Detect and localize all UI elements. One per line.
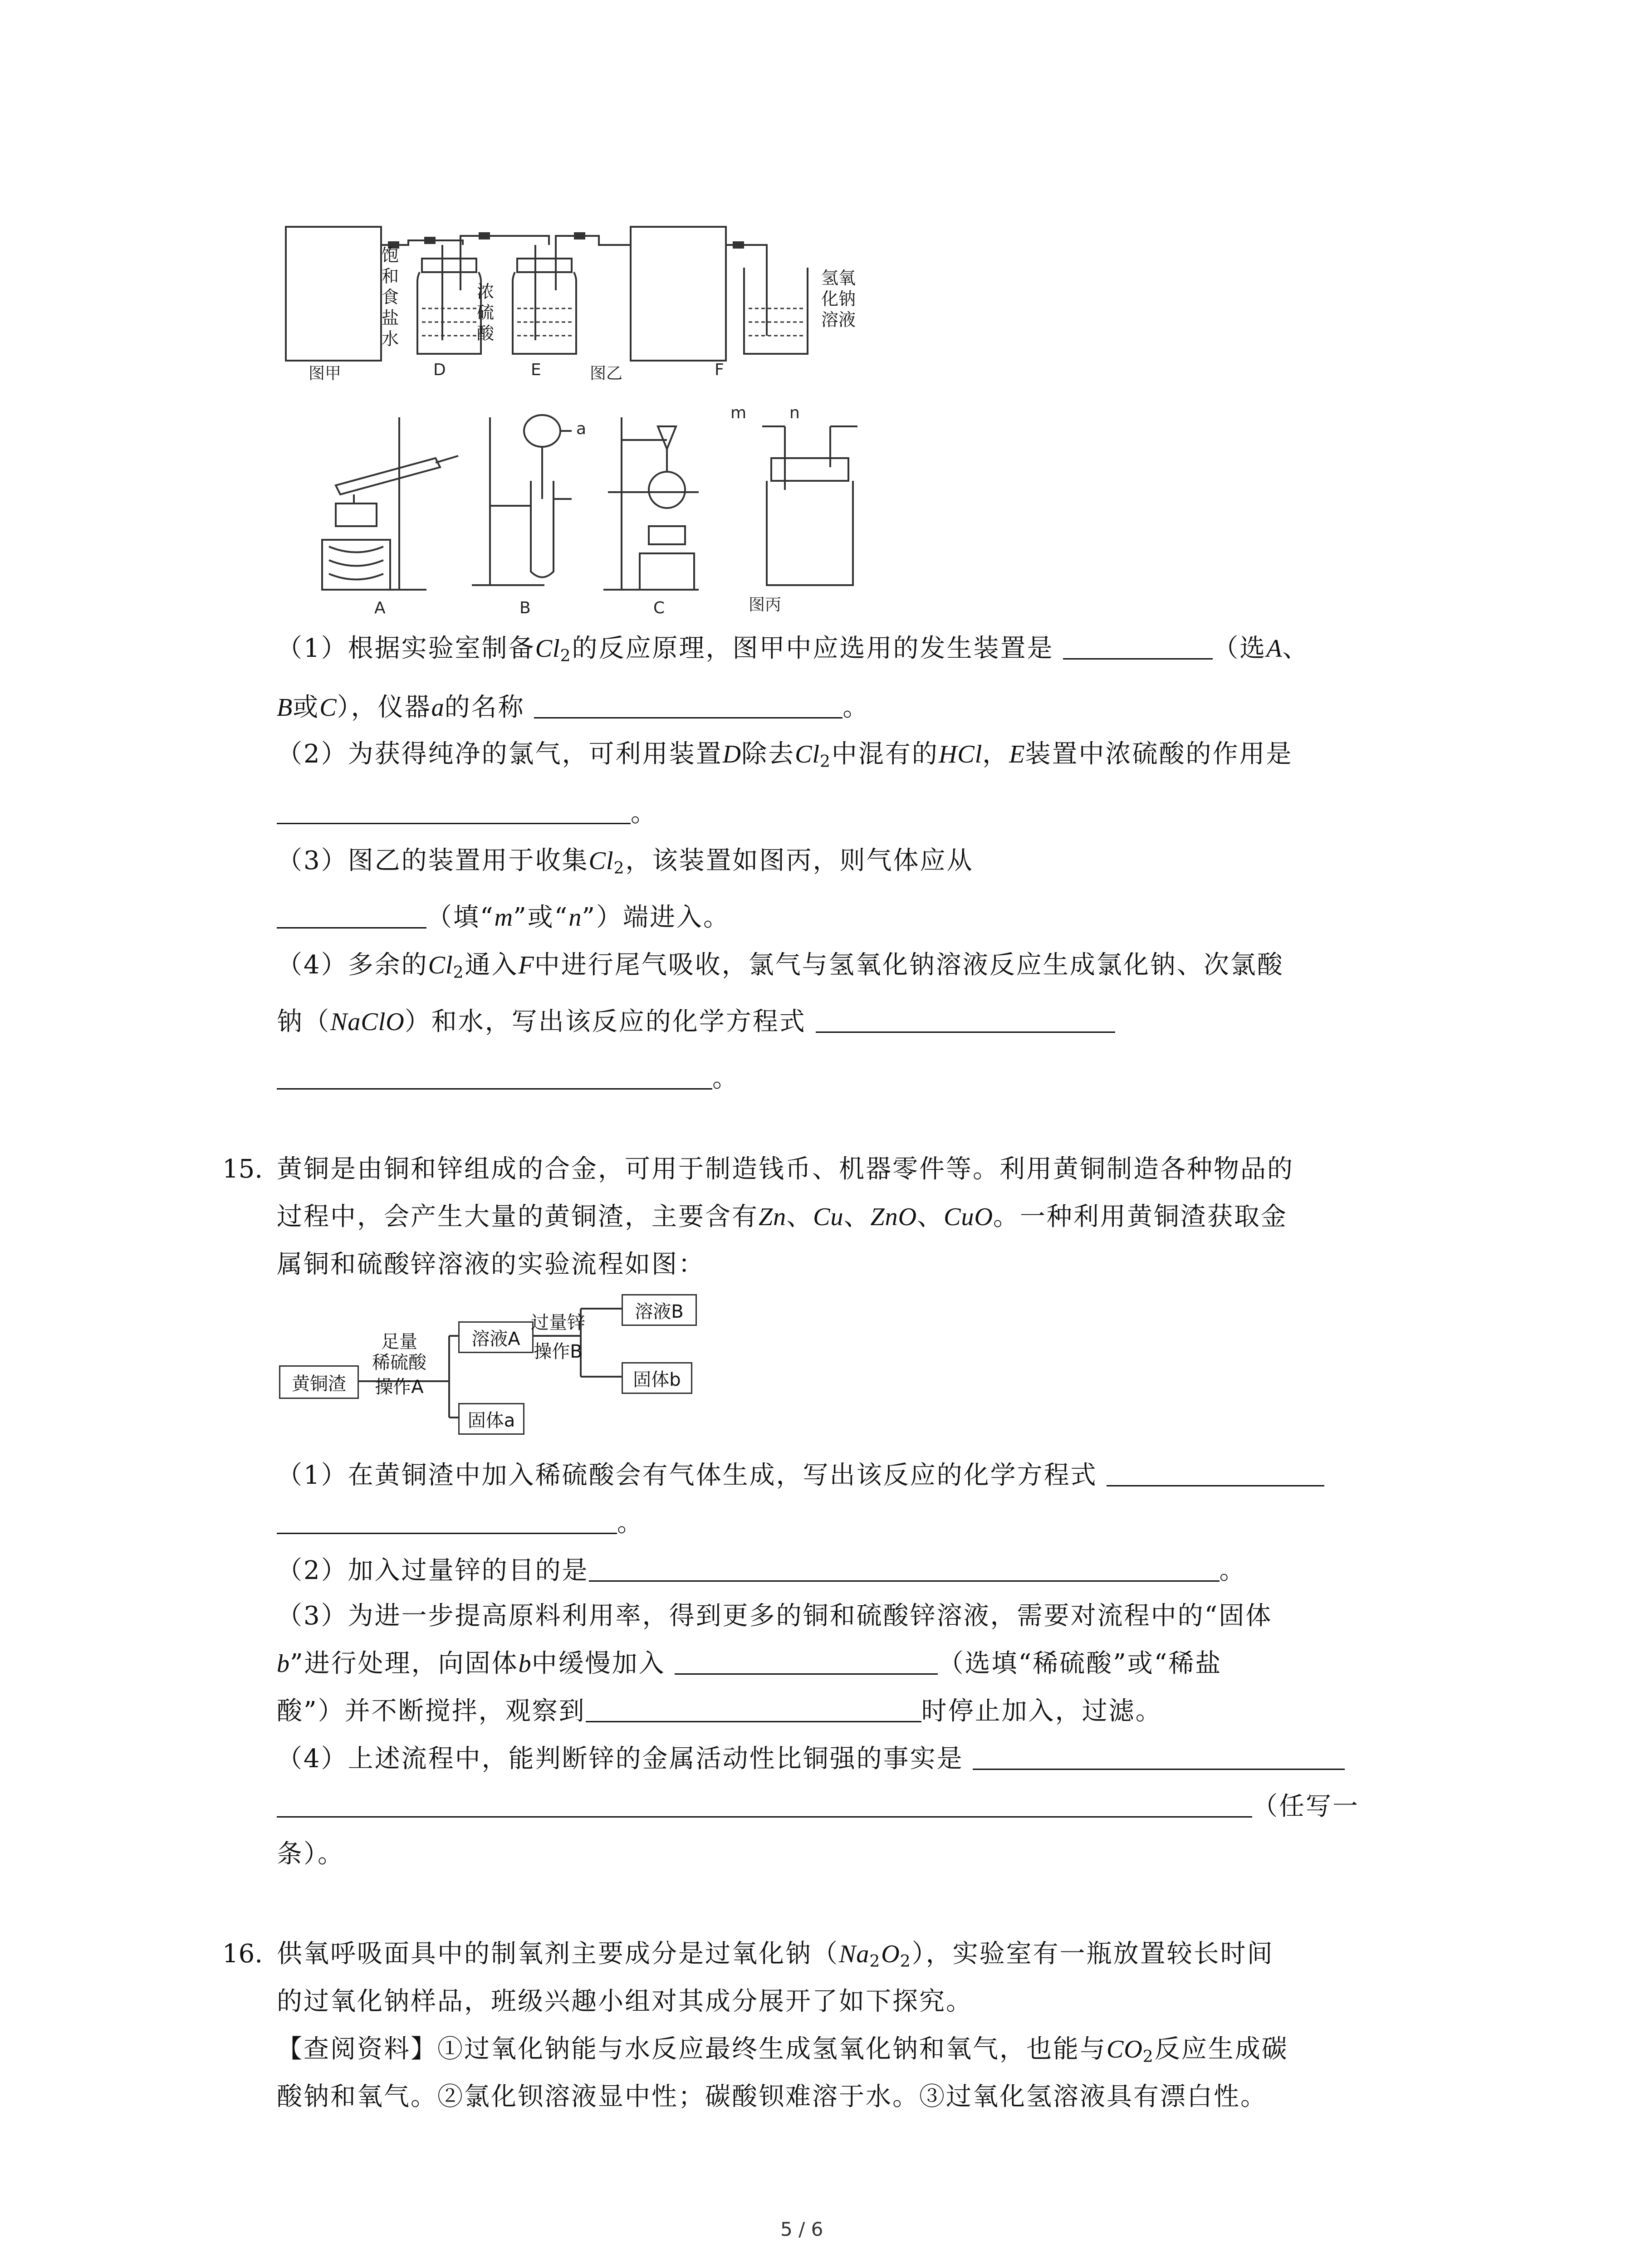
flow-reagent-2: 过量锌 操作B: [531, 1312, 585, 1362]
label-bing: 图丙: [749, 596, 782, 614]
q15-sub3-line1: （3）为进一步提高原料利用率，得到更多的铜和硫酸锌溶液，需要对流程中的“固体: [277, 1601, 1273, 1631]
label-a: A: [374, 599, 386, 617]
q15-answer-blank-6[interactable]: [973, 1742, 1345, 1770]
page-number: 5 / 6: [780, 2218, 823, 2240]
q14-answer-blank-1[interactable]: [1063, 632, 1213, 660]
label-jia: 图甲: [309, 364, 342, 383]
q15-line1: 黄铜是由铜和锌组成的合金，可用于制造钱币、机器零件等。利用黄铜制造各种物品的: [277, 1154, 1294, 1184]
flow-reagent-1: 足量 稀硫酸 操作A: [372, 1331, 426, 1398]
q14-line3: （2）为获得纯净的氯气，可利用装置D除去$Cl_2$中混有的HCl，E装置中浓硫酸的作用是: [277, 739, 1293, 771]
q15-number: 15.: [222, 1154, 263, 1184]
flow-solid-b: 固体b: [622, 1362, 692, 1394]
label-d: D: [433, 361, 446, 379]
label-yi: 图乙: [590, 364, 623, 383]
q14-line7: （4）多余的$Cl_2$通入F中进行尾气吸收，氯气与氢氧化钠溶液反应生成氯化钠、次氯酸: [277, 950, 1284, 982]
q15-sub1: （1）在黄铜渣中加入稀硫酸会有气体生成，写出该反应的化学方程式: [277, 1458, 1324, 1493]
q16-line4: 酸钠和氧气。②氯化钡溶液显中性；碳酸钡难溶于水。③过氧化氢溶液具有漂白性。: [277, 2082, 1267, 2112]
q15-answer-blank-3[interactable]: [589, 1554, 1220, 1582]
q14-answer-blank-5[interactable]: [816, 1005, 1115, 1033]
q14-line2: B或C），仪器a的名称 。: [277, 690, 869, 725]
q14-line6: （填“m”或“n”）端进入。: [277, 900, 730, 935]
q16-line1: 供氧呼吸面具中的制氧剂主要成分是过氧化钠$(Na_2O_2)$，实验室有一瓶放置较长时间: [277, 1939, 1274, 1971]
label-e: E: [531, 361, 541, 379]
label-c: C: [653, 599, 665, 617]
q15-answer-blank-1[interactable]: [1107, 1459, 1324, 1486]
q15-sub1-cont: 。: [277, 1506, 644, 1540]
q15-line2: 过程中，会产生大量的黄铜渣，主要含有Zn、Cu、ZnO、CuO。一种利用黄铜渣获取金: [277, 1202, 1288, 1232]
label-n: n: [789, 404, 800, 422]
label-instrument-a: a: [576, 420, 587, 438]
flow-brass-slag: 黄铜渣: [279, 1365, 359, 1399]
q14-line5: （3）图乙的装置用于收集$Cl_2$，该装置如图丙，则气体应从: [277, 846, 974, 878]
q16-line3: 【查阅资料】①过氧化钠能与水反应最终生成氢氧化钠和氧气，也能与$CO_2$反应生成碳: [277, 2034, 1288, 2066]
q14-line9: 。: [277, 1061, 739, 1096]
label-m: m: [730, 404, 747, 422]
q15-sub3-line2: b”进行处理，向固体b中缓慢加入 （选填“稀硫酸”或“稀盐: [277, 1647, 1222, 1681]
q16-line2: 的过氧化钠样品，班级兴趣小组对其成分展开了如下探究。: [277, 1987, 973, 2016]
q15-sub4-line2: （任写一: [277, 1789, 1359, 1824]
q14-line1: （1）根据实验室制备$Cl_2$的反应原理，图甲中应选用的发生装置是 （选A、: [277, 631, 1309, 666]
label-f: F: [715, 361, 724, 379]
q15-sub4: （4）上述流程中，能判断锌的金属活动性比铜强的事实是: [277, 1742, 1345, 1776]
q15-sub4-line3: 条）。: [277, 1839, 344, 1869]
flow-solution-b: 溶液B: [622, 1294, 697, 1326]
q15-answer-blank-5[interactable]: [586, 1695, 921, 1722]
q14-answer-blank-3[interactable]: [277, 797, 631, 824]
q14-answer-blank-6[interactable]: [277, 1062, 712, 1090]
q16-number: 16.: [222, 1939, 263, 1969]
q15-answer-blank-4[interactable]: [675, 1647, 938, 1675]
q14-answer-blank-2[interactable]: [534, 691, 843, 719]
e-liquid-label: 浓 硫 酸: [476, 282, 494, 343]
q15-line3: 属铜和硫酸锌溶液的实验流程如图：: [277, 1250, 705, 1279]
q15-sub2: （2）加入过量锌的目的是 。: [277, 1554, 1246, 1588]
q15-sub3-line3: 酸”）并不断搅拌，观察到 时停止加入，过滤。: [277, 1694, 1162, 1729]
apparatus-diagram-top: [272, 218, 862, 390]
flow-solution-a: 溶液A: [458, 1321, 534, 1353]
apparatus-diagram-bottom: [309, 408, 880, 608]
d-liquid-label: 饱 和 食 盐 水: [381, 245, 399, 349]
q14-line4: 。: [277, 796, 657, 831]
f-liquid-label: 氢氧 化钠 溶液: [821, 268, 856, 330]
label-b: B: [519, 599, 531, 617]
q14-line8: 钠（NaClO）和水，写出该反应的化学方程式: [277, 1005, 1115, 1039]
q14-answer-blank-4[interactable]: [277, 901, 426, 929]
q15-answer-blank-2[interactable]: [277, 1506, 617, 1534]
flow-solid-a: 固体a: [458, 1403, 524, 1435]
q15-answer-blank-7[interactable]: [277, 1790, 1252, 1818]
